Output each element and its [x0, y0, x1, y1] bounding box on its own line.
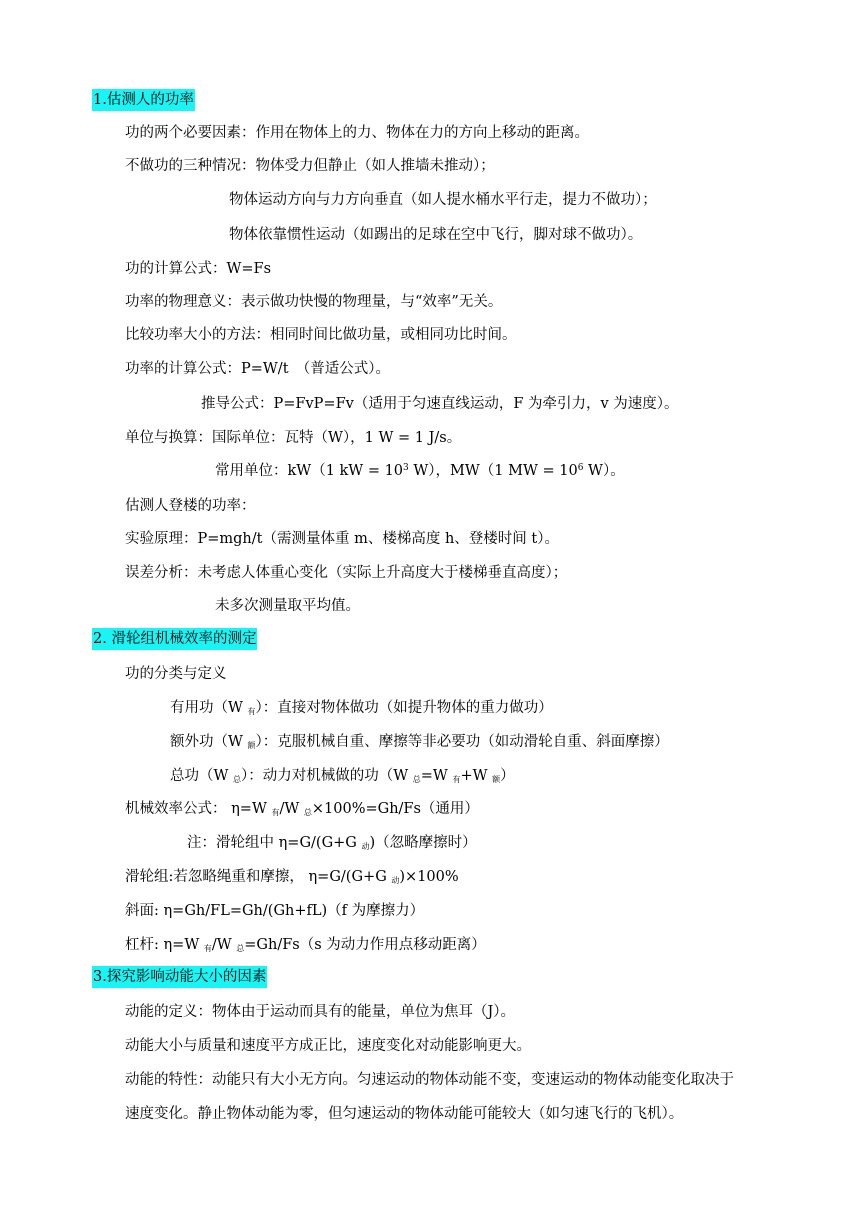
text-line: 动能的特性：动能只有大小无方向。匀速运动的物体动能不变，变速运动的物体动能变化取决于	[125, 1072, 734, 1088]
text-line: 功率的物理意义：表示做功快慢的物理量，与“效率”无关。	[125, 294, 503, 310]
text-line: 实验原理：P=mgh/t（需测量体重 m、楼梯高度 h、登楼时间 t）。	[125, 531, 559, 547]
text-line: 物体运动方向与力方向垂直（如人提水桶水平行走，提力不做功）；	[229, 192, 657, 208]
section-heading: 3.探究影响动能大小的因素	[92, 966, 267, 988]
text-line: 未多次测量取平均值。	[215, 598, 360, 614]
text-line: 比较功率大小的方法：相同时间比做功量，或相同功比时间。	[125, 327, 517, 343]
text-line: 功的分类与定义	[125, 666, 227, 682]
text-line-note: 注：滑轮组中 η=G/(G+G $_动$)（忽略摩擦时）	[187, 835, 477, 851]
text-line-common-unit: 常用单位：kW（1 kW = $10^3$ W），MW（1 MW = $10^6$ W）。	[215, 463, 625, 479]
text-line: 估测人登楼的功率：	[125, 498, 256, 514]
text-line-useful-work: 有用功（W $_有$）：直接对物体做功（如提升物体的重力做功）	[170, 700, 553, 716]
text-line: 误差分析：未考虑人体重心变化（实际上升高度大于楼梯垂直高度）；	[125, 565, 568, 581]
text-line: 物体依靠惯性运动（如踢出的足球在空中飞行，脚对球不做功）。	[229, 227, 643, 243]
text-line-lever: 杠杆: η=W $_有$/W $_总$=Gh/Fs（s 为动力作用点移动距离）	[125, 937, 486, 953]
text-line: 功的计算公式：W=Fs	[125, 261, 272, 277]
text-line: 单位与换算：国际单位：瓦特（W），1 W = 1 J/s。	[125, 430, 462, 446]
text-line: 速度变化。静止物体动能为零，但匀速运动的物体动能可能较大（如匀速飞行的飞机）。	[125, 1106, 684, 1122]
section-heading: 1.估测人的功率	[92, 89, 195, 111]
text-line: 功率的计算公式：P=W/t （普适公式）。	[125, 361, 391, 377]
text-line-total-work: 总功（W $_总$）：动力对机械做的功（W $_总$=W $_有$+W $_额$）	[170, 768, 515, 784]
text-line: 功的两个必要因素：作用在物体上的力、物体在力的方向上移动的距离。	[125, 125, 589, 141]
text-line: 不做功的三种情况：物体受力但静止（如人推墙未推动）；	[125, 158, 495, 174]
text-line-pulley: 滑轮组:若忽略绳重和摩擦， η=G/(G+G $_动$)×100%	[125, 869, 459, 885]
text-line-slope: 斜面: η=Gh/FL=Gh/(Gh+fL)（f 为摩擦力）	[125, 903, 425, 919]
text-line-efficiency-formula: 机械效率公式： η=W $_有$/W $_总$×100%=Gh/Fs（通用）	[125, 801, 479, 817]
text-line: 动能的定义：物体由于运动而具有的能量，单位为焦耳（J）。	[125, 1004, 516, 1020]
text-line: 推导公式：P=FvP=Fv（适用于匀速直线运动，F 为牵引力，v 为速度）。	[201, 396, 679, 412]
text-line-extra-work: 额外功（W $_额$）：克服机械自重、摩擦等非必要功（如动滑轮自重、斜面摩擦）	[170, 734, 669, 750]
text-line: 动能大小与质量和速度平方成正比，速度变化对动能影响更大。	[125, 1038, 531, 1054]
section-heading: 2. 滑轮组机械效率的测定	[92, 628, 257, 650]
